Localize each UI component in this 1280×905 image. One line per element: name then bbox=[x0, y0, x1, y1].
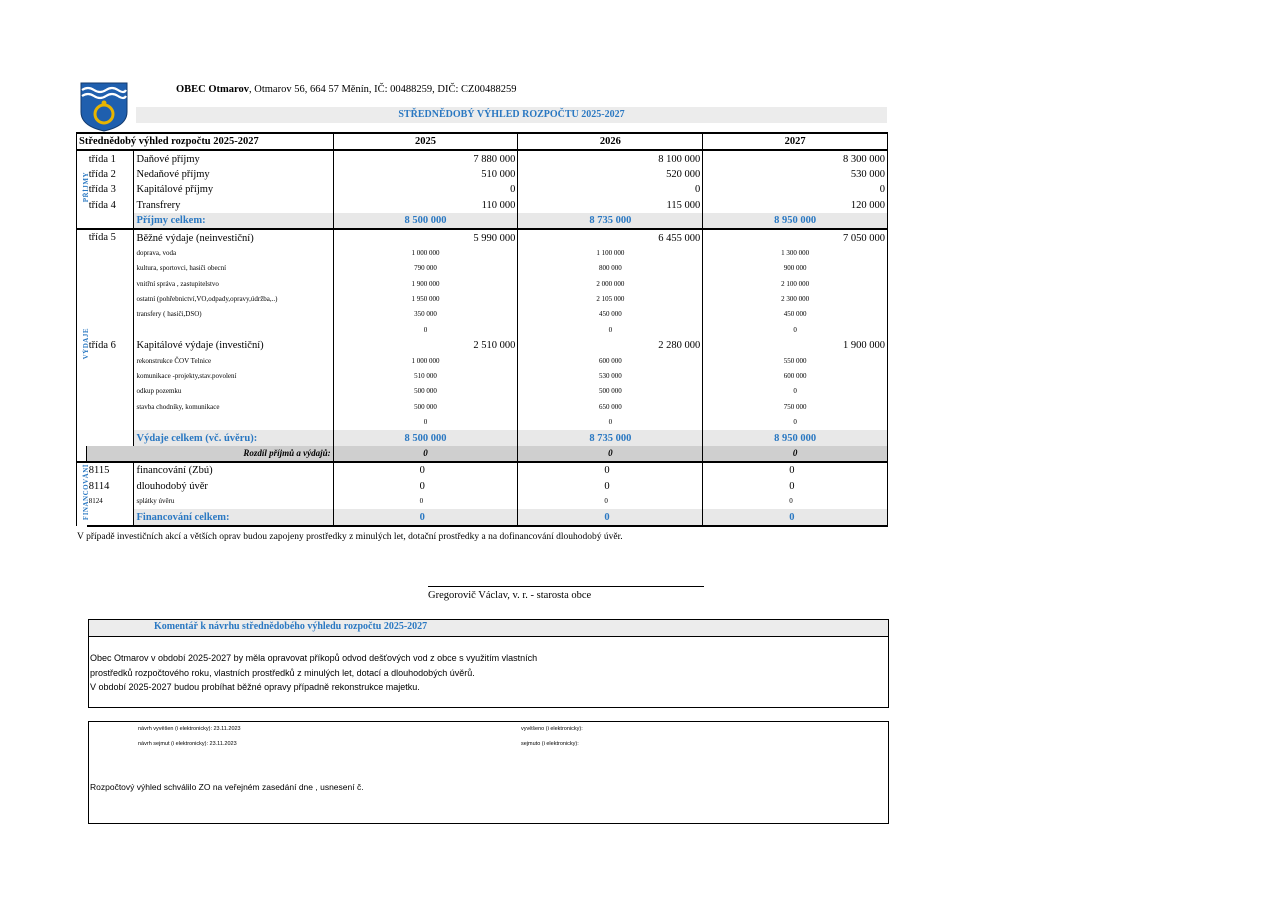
approval-text: Rozpočtový výhled schválilo ZO na veřejném zasedání dne , usnesení č. bbox=[90, 782, 364, 792]
expense-class-row bbox=[77, 338, 888, 353]
table-title: Střednědobý výhled rozpočtu 2025-2027 bbox=[77, 133, 334, 150]
value-cell: 1 900 000 bbox=[703, 338, 888, 353]
value-cell: 0 bbox=[518, 494, 703, 509]
value-cell: 520 000 bbox=[518, 167, 703, 182]
financing-total-label: Financování celkem: bbox=[134, 509, 333, 525]
value-cell: 110 000 bbox=[333, 198, 518, 213]
value-cell: 0 bbox=[518, 182, 703, 197]
value-cell: 0 bbox=[333, 182, 518, 197]
item-value: 0 bbox=[518, 323, 703, 338]
expense-item-row bbox=[77, 323, 888, 338]
expense-item-row bbox=[77, 400, 888, 415]
financing-total-value: 0 bbox=[333, 509, 518, 525]
item-value: 1 000 000 bbox=[333, 246, 518, 261]
income-row bbox=[77, 150, 888, 166]
value-cell: 8 100 000 bbox=[518, 150, 703, 166]
item-value: 530 000 bbox=[518, 369, 703, 384]
income-row bbox=[77, 198, 888, 213]
proposal-removed: návrh sejmut (i elektronicky): 23.11.2023 bbox=[138, 741, 237, 747]
comment-line: prostředků rozpočtového roku, vlastních prostředků z minulých let, dotací a dlouhodobých úvěrů. bbox=[90, 667, 475, 678]
expense-section bbox=[77, 229, 90, 462]
item-value: 500 000 bbox=[333, 384, 518, 399]
year-header: 2025 bbox=[333, 133, 518, 150]
expense-item-row bbox=[77, 384, 888, 399]
signature-text: Gregorovič Václav, v. r. - starosta obce bbox=[428, 590, 592, 601]
comment-body bbox=[90, 651, 537, 695]
income-total-value: 8 735 000 bbox=[518, 213, 703, 229]
item-value: 600 000 bbox=[703, 369, 888, 384]
expense-item-row bbox=[77, 353, 888, 368]
difference-label: Rozdíl příjmů a výdajů: bbox=[87, 446, 333, 462]
item-description: odkup pozemku bbox=[134, 384, 333, 399]
financing-section-label: FINANCOVÁNÍ bbox=[82, 463, 90, 521]
comment-line: V období 2025-2027 budou probíhat běžné opravy případně rekonstrukce majetku. bbox=[90, 682, 420, 692]
org-name: OBEC Otmarov bbox=[176, 84, 250, 95]
proposal-posted: návrh vyvěšen (i elektronicky): 23.11.2023 bbox=[138, 726, 241, 732]
class-code: třída 2 bbox=[88, 168, 116, 180]
item-description: doprava, voda bbox=[134, 246, 333, 261]
expense-item-row bbox=[77, 307, 888, 322]
difference-value: 0 bbox=[333, 446, 518, 462]
class-code: třída 5 bbox=[87, 229, 134, 338]
income-total-row bbox=[77, 213, 888, 229]
value-cell: 0 bbox=[703, 182, 888, 197]
value-cell: 0 bbox=[518, 462, 703, 478]
row-description: Běžné výdaje (neinvestiční) bbox=[134, 229, 333, 245]
expense-class-row bbox=[77, 229, 888, 245]
item-value: 2 300 000 bbox=[703, 292, 888, 307]
class-code: 8114 bbox=[88, 480, 110, 492]
item-value: 0 bbox=[518, 415, 703, 430]
item-value: 450 000 bbox=[518, 307, 703, 322]
income-total-value: 8 950 000 bbox=[703, 213, 888, 229]
item-value: 900 000 bbox=[703, 261, 888, 276]
item-value: 2 100 000 bbox=[703, 277, 888, 292]
item-value: 1 900 000 bbox=[333, 277, 518, 292]
item-value: 500 000 bbox=[518, 384, 703, 399]
difference-row bbox=[77, 446, 888, 462]
financing-section bbox=[77, 462, 90, 526]
expense-item-row bbox=[77, 261, 888, 276]
comment-header bbox=[89, 620, 888, 637]
item-value: 0 bbox=[333, 415, 518, 430]
item-value: 1 100 000 bbox=[518, 246, 703, 261]
item-value: 350 000 bbox=[333, 307, 518, 322]
row-description: Transfrery bbox=[134, 198, 333, 213]
item-value: 550 000 bbox=[703, 353, 888, 368]
expense-total-value: 8 950 000 bbox=[703, 430, 888, 445]
item-description: rekonstrukce ČOV Telnice bbox=[134, 353, 333, 368]
value-cell: 0 bbox=[703, 479, 888, 494]
row-description: Daňové příjmy bbox=[134, 150, 333, 166]
value-cell: 0 bbox=[333, 479, 518, 494]
value-cell: 0 bbox=[518, 479, 703, 494]
expense-item-row bbox=[77, 246, 888, 261]
value-cell: 0 bbox=[333, 494, 518, 509]
value-cell: 7 880 000 bbox=[333, 150, 518, 166]
coat-of-arms-icon bbox=[80, 82, 128, 132]
value-cell: 530 000 bbox=[703, 167, 888, 182]
item-description: transfery ( hasiči,DSO) bbox=[134, 307, 333, 322]
item-value: 0 bbox=[703, 323, 888, 338]
item-value: 0 bbox=[703, 415, 888, 430]
income-section-label: PŘÍJMY bbox=[82, 172, 90, 203]
row-description: dlouhodobý úvěr bbox=[134, 479, 333, 494]
class-code: třída 4 bbox=[88, 199, 116, 211]
expense-total-value: 8 500 000 bbox=[333, 430, 518, 445]
expense-total-row bbox=[77, 430, 888, 445]
item-value: 600 000 bbox=[518, 353, 703, 368]
difference-value: 0 bbox=[518, 446, 703, 462]
comment-line: Obec Otmarov v období 2025-2027 by měla opravovat příkopů odvod dešťových vod z obce s využitím vlastních bbox=[90, 653, 538, 663]
item-value: 800 000 bbox=[518, 261, 703, 276]
year-header: 2026 bbox=[518, 133, 703, 150]
removed: sejmuto (i elektronicky): bbox=[521, 741, 579, 747]
item-description: komunikace -projekty,stav.povolení bbox=[134, 369, 333, 384]
item-description: stavba chodníky, komunikace bbox=[134, 400, 333, 415]
value-cell: 8 300 000 bbox=[703, 150, 888, 166]
financing-row bbox=[77, 494, 888, 509]
table-header-row bbox=[77, 133, 888, 150]
expense-item-row bbox=[77, 292, 888, 307]
income-section bbox=[77, 150, 90, 229]
income-total-value: 8 500 000 bbox=[333, 213, 518, 229]
value-cell: 0 bbox=[703, 494, 888, 509]
class-code: třída 3 bbox=[88, 184, 116, 196]
budget-table bbox=[76, 132, 888, 527]
value-cell: 6 455 000 bbox=[518, 229, 703, 245]
income-row bbox=[77, 167, 888, 182]
class-code: 8124 bbox=[88, 497, 103, 506]
item-value: 1 300 000 bbox=[703, 246, 888, 261]
expense-item-row bbox=[77, 369, 888, 384]
item-value: 0 bbox=[333, 323, 518, 338]
value-cell: 2 510 000 bbox=[333, 338, 518, 353]
class-code: 8115 bbox=[87, 462, 134, 478]
difference-value: 0 bbox=[703, 446, 888, 462]
value-cell: 0 bbox=[703, 462, 888, 478]
blank-cell bbox=[87, 213, 134, 229]
item-value: 500 000 bbox=[333, 400, 518, 415]
value-cell: 510 000 bbox=[333, 167, 518, 182]
signature-line bbox=[428, 586, 704, 587]
org-address: , Otmarov 56, 664 57 Měnín, IČ: 00488259, DIČ: CZ00488259 bbox=[249, 84, 517, 95]
value-cell: 0 bbox=[333, 462, 518, 478]
row-description: financování (Zbú) bbox=[134, 462, 333, 478]
comment-title: Komentář k návrhu střednědobého výhledu rozpočtu 2025-2027 bbox=[154, 621, 428, 632]
item-description bbox=[134, 415, 333, 430]
expense-item-row bbox=[77, 415, 888, 430]
item-value: 510 000 bbox=[333, 369, 518, 384]
value-cell: 120 000 bbox=[703, 198, 888, 213]
value-cell: 115 000 bbox=[518, 198, 703, 213]
value-cell: 2 280 000 bbox=[518, 338, 703, 353]
expense-item-row bbox=[77, 277, 888, 292]
financing-total-value: 0 bbox=[518, 509, 703, 525]
row-description: Nedaňové příjmy bbox=[134, 167, 333, 182]
year-header: 2027 bbox=[703, 133, 888, 150]
financing-row bbox=[77, 462, 888, 478]
item-value: 650 000 bbox=[518, 400, 703, 415]
item-description bbox=[134, 323, 333, 338]
class-code: třída 1 bbox=[88, 153, 116, 165]
item-value: 0 bbox=[703, 384, 888, 399]
item-description: ostatní (pohřebnictví,VO,odpady,opravy,údržba,..) bbox=[134, 292, 333, 307]
financing-total-value: 0 bbox=[703, 509, 888, 525]
item-value: 1 950 000 bbox=[333, 292, 518, 307]
value-cell: 5 990 000 bbox=[333, 229, 518, 245]
posted: vyvěšeno (i elektronicky): bbox=[521, 726, 583, 732]
row-description: Kapitálové příjmy bbox=[134, 182, 333, 197]
income-total-label: Příjmy celkem: bbox=[134, 213, 333, 229]
item-value: 1 000 000 bbox=[333, 353, 518, 368]
expense-section-label: VÝDAJE bbox=[82, 327, 90, 359]
item-description: kultura, sportovci, hasiči obecní bbox=[134, 261, 333, 276]
posting-box bbox=[88, 721, 889, 824]
expense-total-value: 8 735 000 bbox=[518, 430, 703, 445]
footnote: V případě investičních akcí a větších oprav budou zapojeny prostředky z minulých let, dotační prostředky a na dofinancování dlouhodobý úvěr. bbox=[77, 532, 623, 542]
item-value: 450 000 bbox=[703, 307, 888, 322]
financing-row bbox=[77, 479, 888, 494]
header-line bbox=[176, 84, 516, 95]
row-description: Kapitálové výdaje (investiční) bbox=[134, 338, 333, 353]
expense-total-label: Výdaje celkem (vč. úvěru): bbox=[134, 430, 333, 445]
income-row bbox=[77, 182, 888, 197]
document-title: STŘEDNĚDOBÝ VÝHLED ROZPOČTU 2025-2027 bbox=[136, 107, 887, 123]
row-description: splátky úvěru bbox=[134, 494, 333, 509]
comment-box bbox=[88, 619, 889, 708]
item-description: vnitřní správa , zastupitelstvo bbox=[134, 277, 333, 292]
item-value: 750 000 bbox=[703, 400, 888, 415]
financing-total-row bbox=[77, 509, 888, 525]
class-code: třída 6 bbox=[88, 340, 116, 352]
item-value: 2 000 000 bbox=[518, 277, 703, 292]
item-value: 2 105 000 bbox=[518, 292, 703, 307]
value-cell: 7 050 000 bbox=[703, 229, 888, 245]
item-value: 790 000 bbox=[333, 261, 518, 276]
